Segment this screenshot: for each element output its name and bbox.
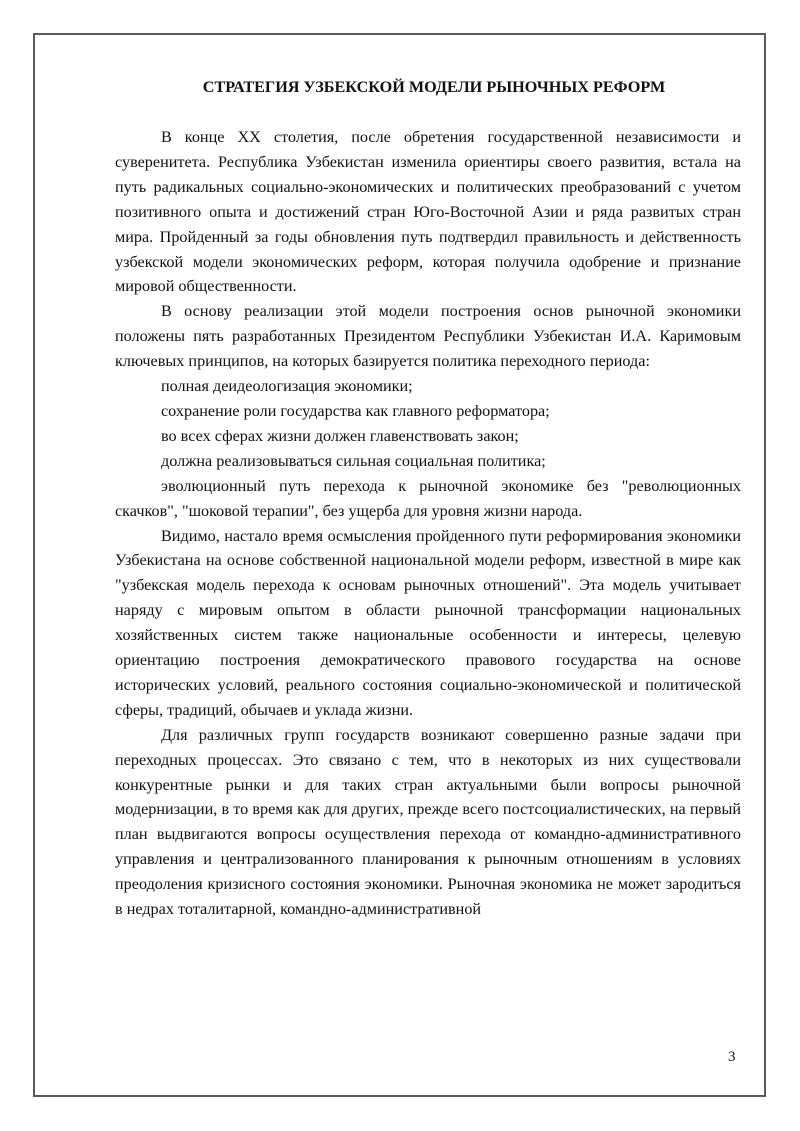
principle-item: эволюционный путь перехода к рыночной экономике без "революционных скачков", "шоковой терапии", без ущерба для уровня жизни народа. bbox=[115, 476, 741, 520]
principle-item: должна реализовываться сильная социальная политика; bbox=[161, 451, 546, 470]
paragraph-transition-tasks: Для различных групп государств возникают совершенно разные задачи при переходных процессах. Это связано с тем, что в некоторых из них существовали конкурентные рынки и для таких стран актуальными были вопросы рыночной модернизации, в то время как для других, прежде всего постсоциалистических, на первый план выдвигаются вопросы осуществления перехода от командно-административного управления и централизованного планирования к рыночным отношениям в условиях преодоления кризисного состояния экономики. Рыночная экономика не может зародиться в недрах тоталитарной, командно-административной bbox=[115, 725, 741, 919]
principle-item: полная деидеологизация экономики; bbox=[161, 377, 413, 396]
paragraph-intro: В конце XX столетия, после обретения государственной независимости и суверенитета. Республика Узбекистан изменила ориентиры своего развития, встала на путь радикальных социально-экономических и политических преобразований с учетом позитивного опыта и достижений стран Юго-Восточной Азии и ряда развитых стран мира. Пройденный за годы обновления путь подтвердил правильность и действенность узбекской модели экономических реформ, которая получила одобрение и признание мировой общественности. bbox=[115, 128, 741, 296]
paragraph-principles-lead: В основу реализации этой модели построения основ рыночной экономики положены пять разработанных Президентом Республики Узбекистан И.А. Каримовым ключевых принципов, на которых базируется политика переходного периода: bbox=[115, 302, 741, 371]
principle-item: во всех сферах жизни должен главенствовать закон; bbox=[161, 426, 519, 445]
page-number: 3 bbox=[728, 1049, 736, 1065]
document-body bbox=[115, 75, 741, 922]
paragraph-uzbek-model: Видимо, настало время осмысления пройденного пути реформирования экономики Узбекистана на основе собственной национальной модели реформ, известной в мире как "узбекская модель перехода к основам рыночных отношений". Эта модель учитывает наряду с мировым опытом в области рыночной трансформации национальных хозяйственных систем также национальные особенности и интересы, целевую ориентацию построения демократического правового государства на основе исторических условий, реального состояния социально-экономической и политической сферы, традиций, обычаев и уклада жизни. bbox=[115, 526, 741, 719]
principle-item: сохранение роли государства как главного реформатора; bbox=[161, 401, 550, 420]
document-title: СТРАТЕГИЯ УЗБЕКСКОЙ МОДЕЛИ РЫНОЧНЫХ РЕФОРМ bbox=[202, 78, 666, 96]
